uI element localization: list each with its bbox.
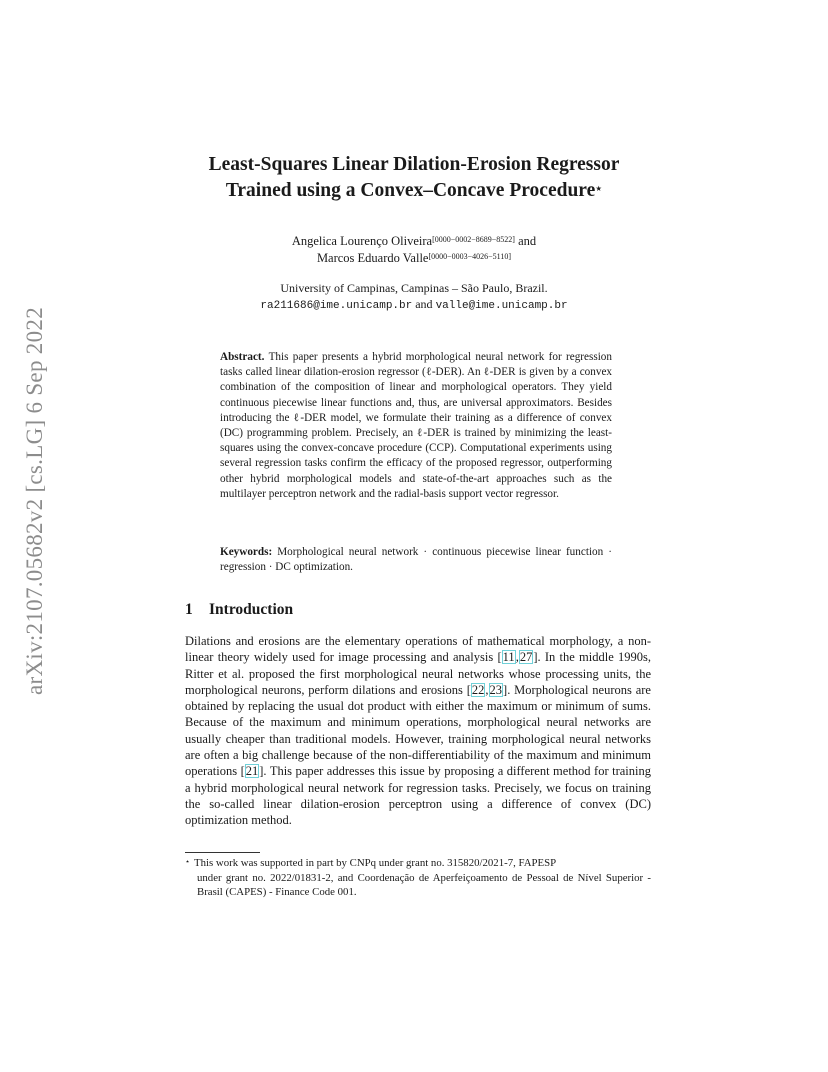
abstract: [220, 350, 612, 502]
introduction-paragraph: Dilations and erosions are the elementary operations of mathematical morphology, a non-linear theory widely used for image processing and analysis [11,27]. In the middle 1990s, Ritter et al. proposed the first morphological neural networks whose processing units, the morphological neurons, perform dilations and erosions [22,23]. Morphological neurons are obtained by replacing the usual dot product with either the maximum or minimum of sums. Because of the maximum and minimum operations, morphological neural networks are usually cheaper than traditional models. However, training morphological neural networks are often a big challenge because of the non-differentiability of the maximum and minimum operations [21]. This paper addresses this issue by proposing a different method for training a hybrid morphological neural network for regression tasks. Precisely, we focus on training the so-called linear dilation-erosion perceptron using a difference of convex (DC) optimization method.: [185, 634, 651, 828]
email-conjunction: and: [415, 297, 433, 311]
author-line-2: [150, 250, 678, 267]
author-conjunction: and: [518, 234, 537, 248]
email-line: [150, 296, 678, 314]
email-link-1[interactable]: ra211686@ime.unicamp.br: [260, 300, 413, 312]
abstract-text: This paper presents a hybrid morphological neural network for regression tasks called linear dilation-erosion regressor (ℓ-DER). An ℓ-DER is given by a convex combination of the composition of linear and morphological operators. They yield continuous piecewise linear functions and, thus, are universal approximators. Besides introducing the ℓ-DER model, we formulate their training as a difference of convex (DC) programming problem. Precisely, an ℓ-DER is trained by minimizing the least-squares using the convex-concave procedure (CCP). Computational experiments using several regression tasks confirm the efficacy of the proposed regressor, outperforming other hybrid morphological models and state-of-the-art approaches such as the multilayer perceptron network and the radial-basis support vector regressor.: [220, 351, 612, 500]
citation-link[interactable]: 21: [245, 764, 259, 779]
keywords: [220, 545, 612, 575]
arxiv-identifier: arXiv:2107.05682v2 [cs.LG] 6 Sep 2022: [22, 307, 47, 695]
section-title: Introduction: [209, 601, 294, 618]
title-line-2: [150, 178, 678, 204]
orcid-1: [0000−0002−8689−8522]: [432, 235, 515, 244]
footnote: [185, 856, 651, 900]
intro-text-3: . Morphological neurons are obtained by replacing the usual dot product with either the maximum or minimum of sums. Because of the maximum and minimum operations, morphological neural networks are usually cheaper than traditional models. However, training morphological neural networks are often a big challenge because of the non-differentiability of the maximum and minimum operations: [185, 682, 651, 779]
section-number: 1: [185, 601, 193, 618]
author-name-2: Marcos Eduardo Valle: [316, 251, 429, 265]
intro-text-4: . This paper addresses this issue by proposing a different method for training a hybrid morphological neural network for regression tasks. Precisely, we focus on training the so-called linear dilation-erosion perceptron using a difference of convex (DC) optimization method.: [185, 764, 651, 828]
citation-link[interactable]: 11: [502, 650, 515, 665]
author-block: [150, 233, 678, 267]
intro-text-1: Dilations and erosions are the elementary operations of mathematical morphology, a non-linear theory widely used for image processing and analysis: [185, 634, 651, 665]
paper-title: [150, 152, 678, 204]
footnote-star: ⋆: [185, 857, 191, 866]
footnote-text-1: This work was supported in part by CNPq under grant no. 315820/2021-7, FAPESP: [194, 857, 557, 869]
footnote-divider: [185, 852, 260, 853]
affiliation-line: University of Campinas, Campinas – São Paulo, Brazil.: [280, 281, 548, 295]
email-link-2[interactable]: valle@ime.unicamp.br: [435, 300, 568, 312]
orcid-2: [0000−0003−4026−5110]: [428, 252, 512, 261]
affiliation-block: [150, 280, 678, 314]
title-line-2-text: Trained using a Convex–Concave Procedure: [225, 180, 596, 201]
keywords-text: Morphological neural network · continuous piecewise linear function · regression · DC optimization.: [220, 546, 612, 574]
footnote-line-1: [185, 856, 651, 871]
intro-text-2: . In the middle 1990s, Ritter et al. proposed the first morphological neural networks whose processing units, the morphological neurons, perform dilations and erosions: [185, 650, 651, 697]
author-name-1: Angelica Lourenço Oliveira: [291, 234, 433, 248]
citation-link[interactable]: 22: [471, 682, 485, 697]
abstract-label: Abstract.: [220, 351, 265, 363]
title-line-1: Least-Squares Linear Dilation-Erosion Regressor: [208, 154, 620, 175]
citation-link[interactable]: 27: [519, 650, 533, 665]
keywords-label: Keywords:: [220, 546, 273, 558]
section-heading: [185, 601, 293, 619]
title-footnote-star: ⋆: [595, 183, 603, 195]
footnote-text-2: under grant no. 2022/01831-2, and Coordenação de Aperfeiçoamento de Pessoal de Nível Superior - Brasil (CAPES) - Finance Code 001.: [197, 871, 651, 898]
author-line-1: [150, 233, 678, 250]
citation-link[interactable]: 23: [489, 682, 503, 697]
